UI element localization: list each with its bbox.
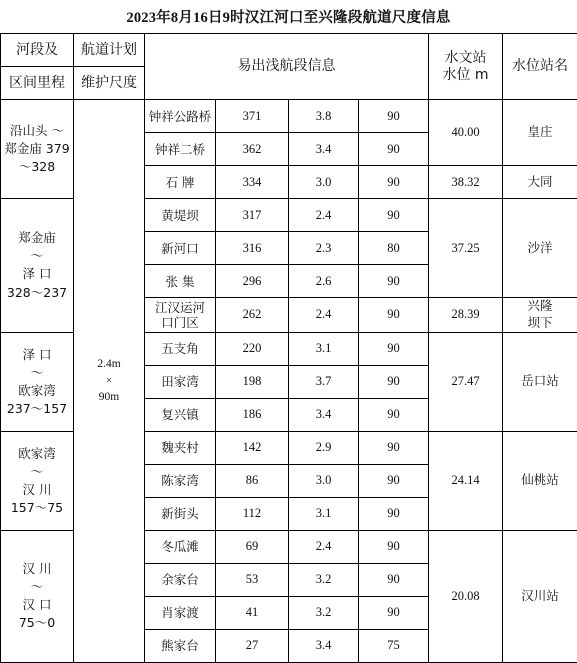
shoal-depth: 3.2 <box>289 596 359 629</box>
shoal-width: 90 <box>359 332 429 365</box>
shoal-name: 熊家台 <box>145 629 216 662</box>
shoal-width: 90 <box>359 100 429 133</box>
shoal-name: 张 集 <box>145 265 216 298</box>
section-cell: 欧家湾 ～ 汉 川 157～75 <box>1 431 74 530</box>
shoal-mileage: 53 <box>216 563 289 596</box>
shoal-width: 90 <box>359 199 429 232</box>
shoal-name: 冬瓜滩 <box>145 530 216 563</box>
shoal-depth: 2.4 <box>289 298 359 333</box>
gauge-level: 38.32 <box>429 166 503 199</box>
gauge-level: 28.39 <box>429 298 503 333</box>
shoal-mileage: 198 <box>216 365 289 398</box>
header-plan: 航道计划 <box>74 34 145 67</box>
station-name: 汉川站 <box>503 530 577 662</box>
shoal-name: 陈家湾 <box>145 464 216 497</box>
shoal-mileage: 334 <box>216 166 289 199</box>
gauge-level: 24.14 <box>429 431 503 530</box>
header-maintenance: 维护尺度 <box>74 67 145 100</box>
shoal-name: 田家湾 <box>145 365 216 398</box>
header-shoal-info: 易出浅航段信息 <box>145 34 429 100</box>
shoal-mileage: 262 <box>216 298 289 333</box>
shoal-mileage: 317 <box>216 199 289 232</box>
shoal-depth: 2.9 <box>289 431 359 464</box>
section-cell: 汉 川 ～ 汉 口 75～0 <box>1 530 74 662</box>
shoal-depth: 3.4 <box>289 629 359 662</box>
header-row-1 <box>1 34 577 67</box>
shoal-depth: 3.0 <box>289 464 359 497</box>
shoal-depth: 3.8 <box>289 100 359 133</box>
shoal-width: 90 <box>359 398 429 431</box>
gauge-level: 20.08 <box>429 530 503 662</box>
shoal-width: 90 <box>359 530 429 563</box>
shoal-width: 90 <box>359 464 429 497</box>
shoal-depth: 3.1 <box>289 497 359 530</box>
shoal-depth: 3.1 <box>289 332 359 365</box>
shoal-depth: 2.4 <box>289 199 359 232</box>
shoal-depth: 3.4 <box>289 398 359 431</box>
shoal-name: 复兴镇 <box>145 398 216 431</box>
shoal-width: 90 <box>359 166 429 199</box>
gauge-level: 37.25 <box>429 199 503 298</box>
shoal-mileage: 86 <box>216 464 289 497</box>
shoal-depth: 3.2 <box>289 563 359 596</box>
header-mileage: 区间里程 <box>1 67 74 100</box>
section-cell: 泽 口 ～ 欧家湾 237～157 <box>1 332 74 431</box>
table-row <box>1 100 577 133</box>
shoal-name: 新河口 <box>145 232 216 265</box>
shoal-mileage: 371 <box>216 100 289 133</box>
shoal-mileage: 41 <box>216 596 289 629</box>
shoal-name: 五支角 <box>145 332 216 365</box>
shoal-depth: 2.3 <box>289 232 359 265</box>
station-name: 仙桃站 <box>503 431 577 530</box>
header-section: 河段及 <box>1 34 74 67</box>
shoal-width: 90 <box>359 265 429 298</box>
shoal-depth: 2.6 <box>289 265 359 298</box>
shoal-depth: 3.4 <box>289 133 359 166</box>
shoal-name: 新街头 <box>145 497 216 530</box>
shoal-name: 肖家渡 <box>145 596 216 629</box>
shoal-name: 黄堤坝 <box>145 199 216 232</box>
shoal-mileage: 362 <box>216 133 289 166</box>
shoal-name: 余家台 <box>145 563 216 596</box>
shoal-mileage: 316 <box>216 232 289 265</box>
gauge-level: 27.47 <box>429 332 503 431</box>
shoal-width: 90 <box>359 133 429 166</box>
header-station-name: 水位站名 <box>503 34 577 100</box>
shoal-mileage: 186 <box>216 398 289 431</box>
shoal-width: 90 <box>359 563 429 596</box>
section-cell: 郑金庙 ～ 泽 口 328～237 <box>1 199 74 333</box>
shoal-mileage: 220 <box>216 332 289 365</box>
station-name: 大同 <box>503 166 577 199</box>
shoal-depth: 3.0 <box>289 166 359 199</box>
shoal-mileage: 142 <box>216 431 289 464</box>
gauge-level: 40.00 <box>429 100 503 166</box>
shoal-name: 江汉运河 口门区 <box>145 298 216 333</box>
shoal-width: 90 <box>359 365 429 398</box>
shoal-mileage: 27 <box>216 629 289 662</box>
shoal-name: 石 牌 <box>145 166 216 199</box>
shoal-mileage: 296 <box>216 265 289 298</box>
section-cell: 沿山头 ～ 郑金庙 379 ～328 <box>1 100 74 199</box>
shoal-mileage: 69 <box>216 530 289 563</box>
waterway-table <box>0 33 577 663</box>
shoal-width: 75 <box>359 629 429 662</box>
plan-dimension-cell: 2.4m × 90m <box>74 100 145 663</box>
shoal-width: 90 <box>359 497 429 530</box>
station-name: 沙洋 <box>503 199 577 298</box>
page-title: 2023年8月16日9时汉江河口至兴隆段航道尺度信息 <box>0 0 577 33</box>
shoal-depth: 2.4 <box>289 530 359 563</box>
shoal-name: 魏夹村 <box>145 431 216 464</box>
station-name: 皇庄 <box>503 100 577 166</box>
shoal-mileage: 112 <box>216 497 289 530</box>
shoal-width: 90 <box>359 431 429 464</box>
shoal-name: 钟祥公路桥 <box>145 100 216 133</box>
shoal-depth: 3.7 <box>289 365 359 398</box>
station-name: 兴隆 坝下 <box>503 298 577 333</box>
shoal-width: 90 <box>359 596 429 629</box>
station-name: 岳口站 <box>503 332 577 431</box>
shoal-width: 80 <box>359 232 429 265</box>
shoal-width: 90 <box>359 298 429 333</box>
shoal-name: 钟祥二桥 <box>145 133 216 166</box>
header-gauge-level: 水文站 水位 m <box>429 34 503 100</box>
